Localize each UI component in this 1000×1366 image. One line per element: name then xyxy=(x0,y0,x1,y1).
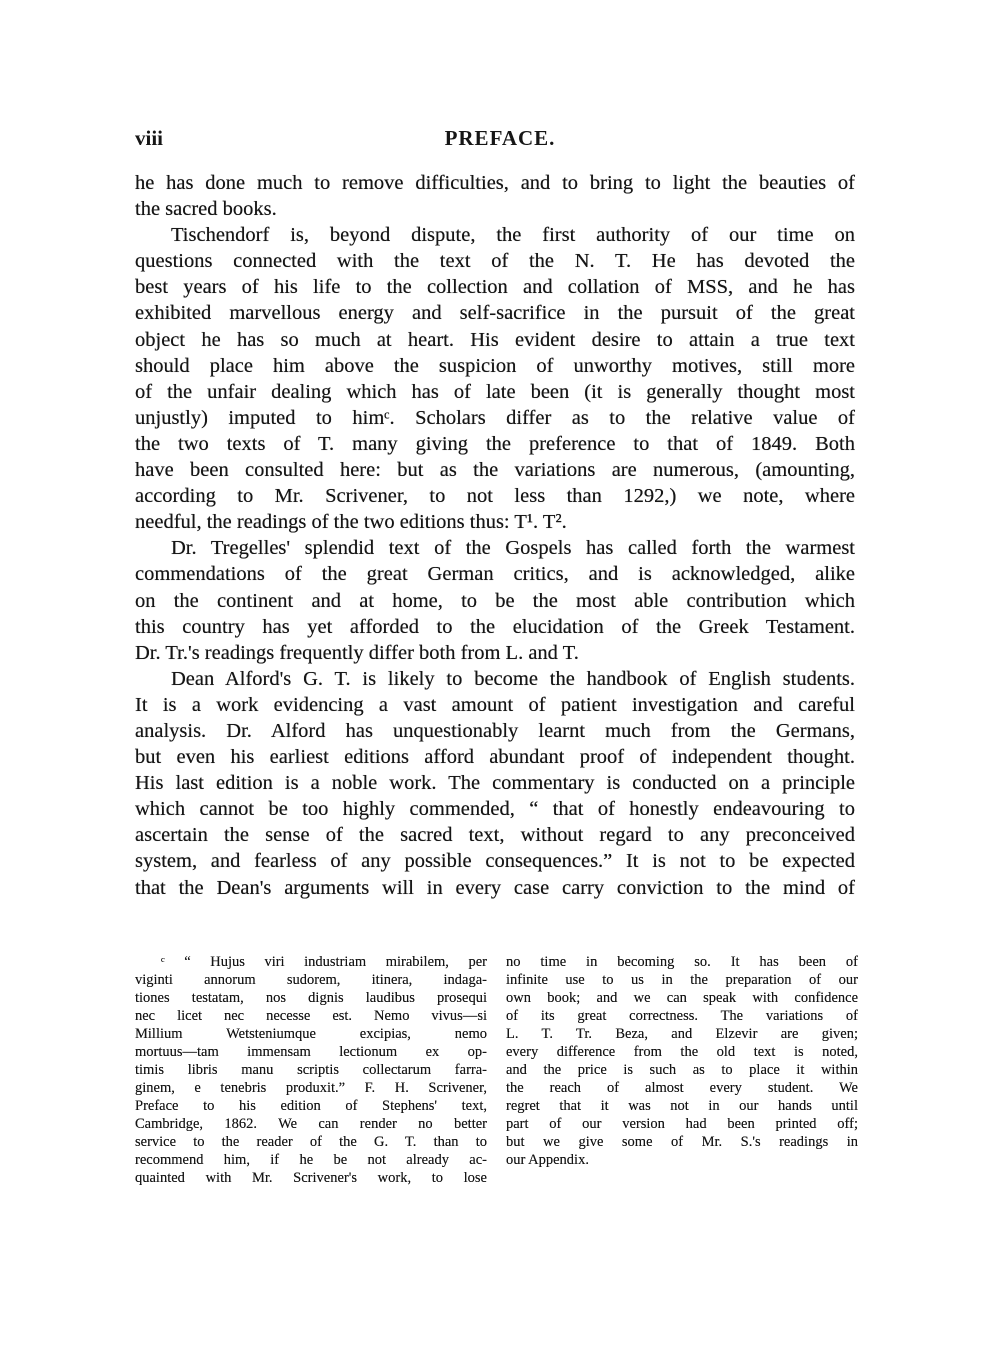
footnote-line: recommend him, if he be not already ac- xyxy=(135,1152,487,1168)
footnote-line: nec licet nec necesse est. Nemo vivus—si xyxy=(135,1008,487,1024)
footnote-right-column xyxy=(506,953,858,1169)
text-line: Tischendorf is, beyond dispute, the first authority of our time on xyxy=(171,224,855,247)
footnote-line: viginti annorum sudorem, itinera, indaga- xyxy=(135,972,487,988)
text-line: best years of his life to the collection and collation of MSS, and he has xyxy=(135,276,855,299)
footnote-line: but we give some of Mr. S.'s readings in xyxy=(506,1134,858,1150)
text-line: It is a work evidencing a vast amount of patient investigation and careful xyxy=(135,693,855,716)
text-line: analysis. Dr. Alford has unquestionably learnt much from the Germans, xyxy=(135,719,855,742)
text-line: that the Dean's arguments will in every case carry conviction to the mind of xyxy=(135,876,855,899)
footnote-line: quainted with Mr. Scrivener's work, to lose xyxy=(135,1170,487,1186)
footnote-line: timis libris manu scriptis collectarum farra- xyxy=(135,1062,487,1078)
text-line: which cannot be too highly commended, “ that of honestly endeavouring to xyxy=(135,798,855,821)
footnote-line: no time in becoming so. It has been of xyxy=(506,954,858,970)
text-line: but even his earliest editions afford abundant proof of independent thought. xyxy=(135,746,855,769)
text-line: exhibited marvellous energy and self-sacrifice in the pursuit of the great xyxy=(135,302,855,325)
text-line: should place him above the suspicion of unworthy motives, still more xyxy=(135,354,855,377)
footnote-line: Millium Wetsteniumque excipias, nemo xyxy=(135,1026,487,1042)
footnote-line: service to the reader of the G. T. than to xyxy=(135,1134,487,1150)
footnote-line: mortuus—tam immensam lectionum ex op- xyxy=(135,1044,487,1060)
footnote-line: the reach of almost every student. We xyxy=(506,1080,858,1096)
footnote-line: ginem, e tenebris produxit.” F. H. Scrivener, xyxy=(135,1080,487,1096)
text-line: Dean Alford's G. T. is likely to become the handbook of English students. xyxy=(171,667,855,690)
text-line: this country has yet afforded to the elucidation of the Greek Testament. xyxy=(135,615,855,638)
text-line: questions connected with the text of the N. T. He has devoted the xyxy=(135,250,855,273)
text-line: according to Mr. Scrivener, to not less than 1292,) we note, where xyxy=(135,485,855,508)
text-line: on the continent and at home, to be the most able contribution which xyxy=(135,589,855,612)
footnote-line: of its great correctness. The variations of xyxy=(506,1008,858,1024)
text-line: needful, the readings of the two editions thus: T¹. T². xyxy=(135,511,567,534)
footnote-line: and the price is such as to place it within xyxy=(506,1062,858,1078)
footnote-line: Preface to his edition of Stephens' text, xyxy=(135,1098,487,1114)
text-line: of the unfair dealing which has of late been (it is generally thought most xyxy=(135,380,855,403)
footnote-line: our Appendix. xyxy=(506,1152,589,1168)
footnote-line: Cambridge, 1862. We can render no better xyxy=(135,1116,487,1132)
text-line: he has done much to remove difficulties, and to bring to light the beauties of xyxy=(135,172,855,194)
footnote-line: tiones testatam, nos dignis laudibus prosequi xyxy=(135,990,487,1006)
text-line: the two texts of T. many giving the preference to that of 1849. Both xyxy=(135,432,855,455)
running-title: PREFACE. xyxy=(444,126,556,150)
footnote-line: infinite use to us in the preparation of our xyxy=(506,972,858,988)
text-line: commendations of the great German critics, and is acknowledged, alike xyxy=(135,563,855,586)
footnote-line: ᶜ “ Hujus viri industriam mirabilem, per xyxy=(161,954,487,970)
footnote-line: part of our version had been printed off; xyxy=(506,1116,858,1132)
text-line: His last edition is a noble work. The commentary is conducted on a principle xyxy=(135,772,855,795)
text-line: Dr. Tregelles' splendid text of the Gospels has called forth the warmest xyxy=(171,537,855,560)
page-number: viii xyxy=(135,126,164,150)
text-line: object he has so much at heart. His evident desire to attain a true text xyxy=(135,328,855,351)
footnote-line: regret that it was not in our hands until xyxy=(506,1098,858,1114)
footnote-left-column xyxy=(135,953,487,1187)
footnote-line: every difference from the old text is noted, xyxy=(506,1044,858,1060)
footnote-line: L. T. Tr. Beza, and Elzevir are given; xyxy=(506,1026,858,1042)
text-line: the sacred books. xyxy=(135,198,277,221)
footnote-line: own book; and we can speak with confidence xyxy=(506,990,858,1006)
text-line: Dr. Tr.'s readings frequently differ both from L. and T. xyxy=(135,641,579,664)
text-line: have been consulted here: but as the variations are numerous, (amounting, xyxy=(135,459,855,482)
text-line: system, and fearless of any possible consequences.” It is not to be expected xyxy=(135,850,855,873)
main-text xyxy=(135,170,855,901)
text-line: ascertain the sense of the sacred text, without regard to any preconceived xyxy=(135,824,855,847)
text-line: unjustly) imputed to himᶜ. Scholars differ as to the relative value of xyxy=(135,406,855,429)
